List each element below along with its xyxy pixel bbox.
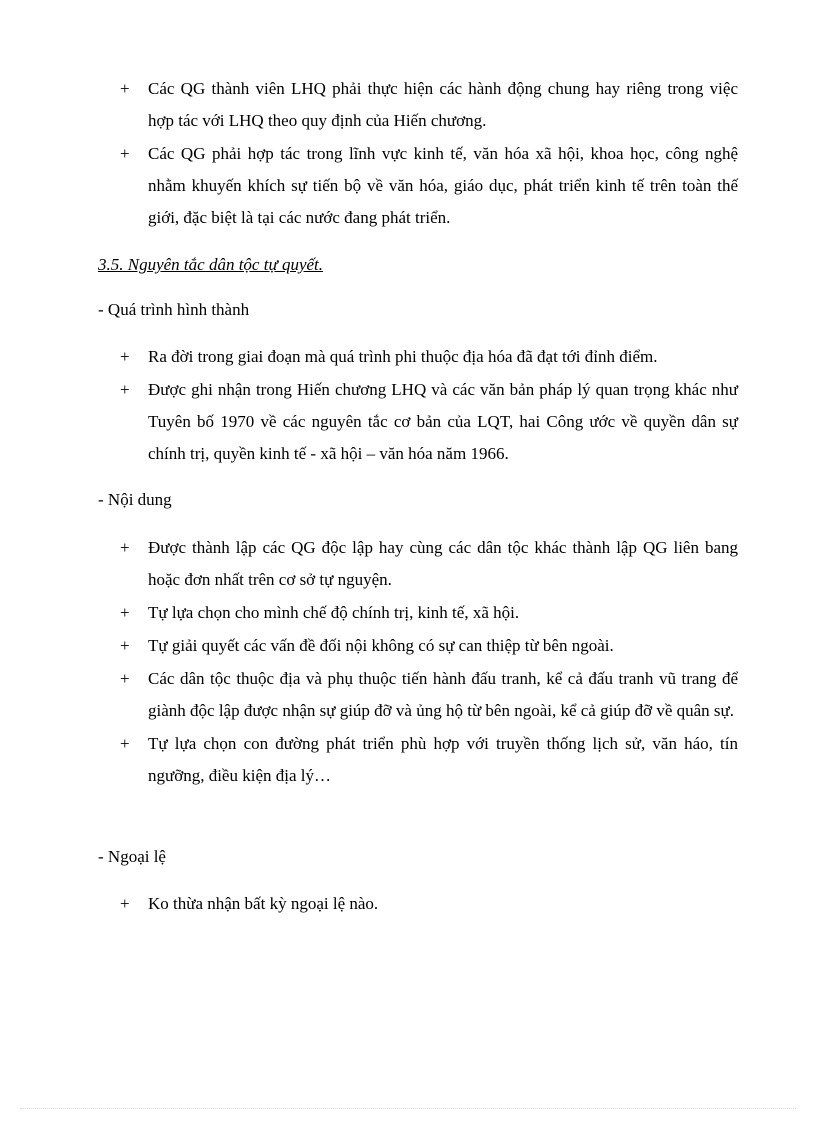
list-item — [120, 73, 738, 137]
list-item-text: Các dân tộc thuộc địa và phụ thuộc tiến hành đấu tranh, kể cả đấu tranh vũ trang để giành độc lập được nhận sự giúp đỡ và ủng hộ từ bên ngoài, kể cả giúp đỡ về quân sự. — [148, 669, 738, 720]
list-item-text: Các QG thành viên LHQ phải thực hiện các hành động chung hay riêng trong việc hợp tác với LHQ theo quy định của Hiến chương. — [148, 79, 738, 130]
formation-list — [120, 341, 738, 471]
list-item — [120, 374, 738, 470]
bullet-plus-icon: + — [120, 636, 130, 655]
section-heading: 3.5. Nguyên tắc dân tộc tự quyết. — [98, 255, 324, 274]
list-item — [120, 597, 738, 629]
bullet-plus-icon: + — [120, 603, 130, 622]
list-item-text: Được ghi nhận trong Hiến chương LHQ và các văn bản pháp lý quan trọng khác như Tuyên bố 1970 về các nguyên tắc cơ bản của LQT, hai Công ước về quyền dân sự chính trị, quyền kinh tế - xã hội – văn hóa năm 1966. — [148, 380, 738, 463]
content-list — [120, 532, 738, 793]
list-item-text: Tự giải quyết các vấn đề đối nội không có sự can thiệp từ bên ngoài. — [148, 636, 614, 655]
list-item — [120, 341, 738, 373]
list-item-text: Ra đời trong giai đoạn mà quá trình phi thuộc địa hóa đã đạt tới đỉnh điểm. — [148, 347, 658, 366]
bullet-plus-icon: + — [120, 734, 130, 753]
page-bottom-divider — [20, 1108, 796, 1109]
list-item-text: Được thành lập các QG độc lập hay cùng các dân tộc khác thành lập QG liên bang hoặc đơn nhất trên cơ sở tự nguyện. — [148, 538, 738, 589]
list-item — [120, 888, 738, 920]
list-item-text: Các QG phải hợp tác trong lĩnh vực kinh tế, văn hóa xã hội, khoa học, công nghệ nhằm khuyến khích sự tiến bộ về văn hóa, giáo dục, phát triển kinh tế trên toàn thế giới, đặc biệt là tại các nước đang phát triển. — [148, 144, 738, 227]
list-item-text: Ko thừa nhận bất kỳ ngoại lệ nào. — [148, 894, 379, 913]
cooperation-list — [120, 73, 738, 235]
bullet-plus-icon: + — [120, 380, 130, 399]
list-item-text: Tự lựa chọn con đường phát triển phù hợp với truyền thống lịch sử, văn háo, tín ngưỡng, điều kiện địa lý… — [148, 734, 738, 785]
bullet-plus-icon: + — [120, 538, 130, 557]
bullet-plus-icon: + — [120, 144, 130, 163]
list-item — [120, 138, 738, 234]
exception-label: - Ngoại lệ — [98, 847, 166, 866]
list-item-text: Tự lựa chọn cho mình chế độ chính trị, kinh tế, xã hội. — [148, 603, 520, 622]
bullet-plus-icon: + — [120, 79, 130, 98]
bullet-plus-icon: + — [120, 894, 130, 913]
list-item — [120, 532, 738, 596]
content-label: - Nội dung — [98, 490, 172, 509]
list-item — [120, 663, 738, 727]
formation-label: - Quá trình hình thành — [98, 300, 250, 319]
exception-list — [120, 888, 738, 921]
list-item — [120, 630, 738, 662]
bullet-plus-icon: + — [120, 347, 130, 366]
bullet-plus-icon: + — [120, 669, 130, 688]
list-item — [120, 728, 738, 792]
